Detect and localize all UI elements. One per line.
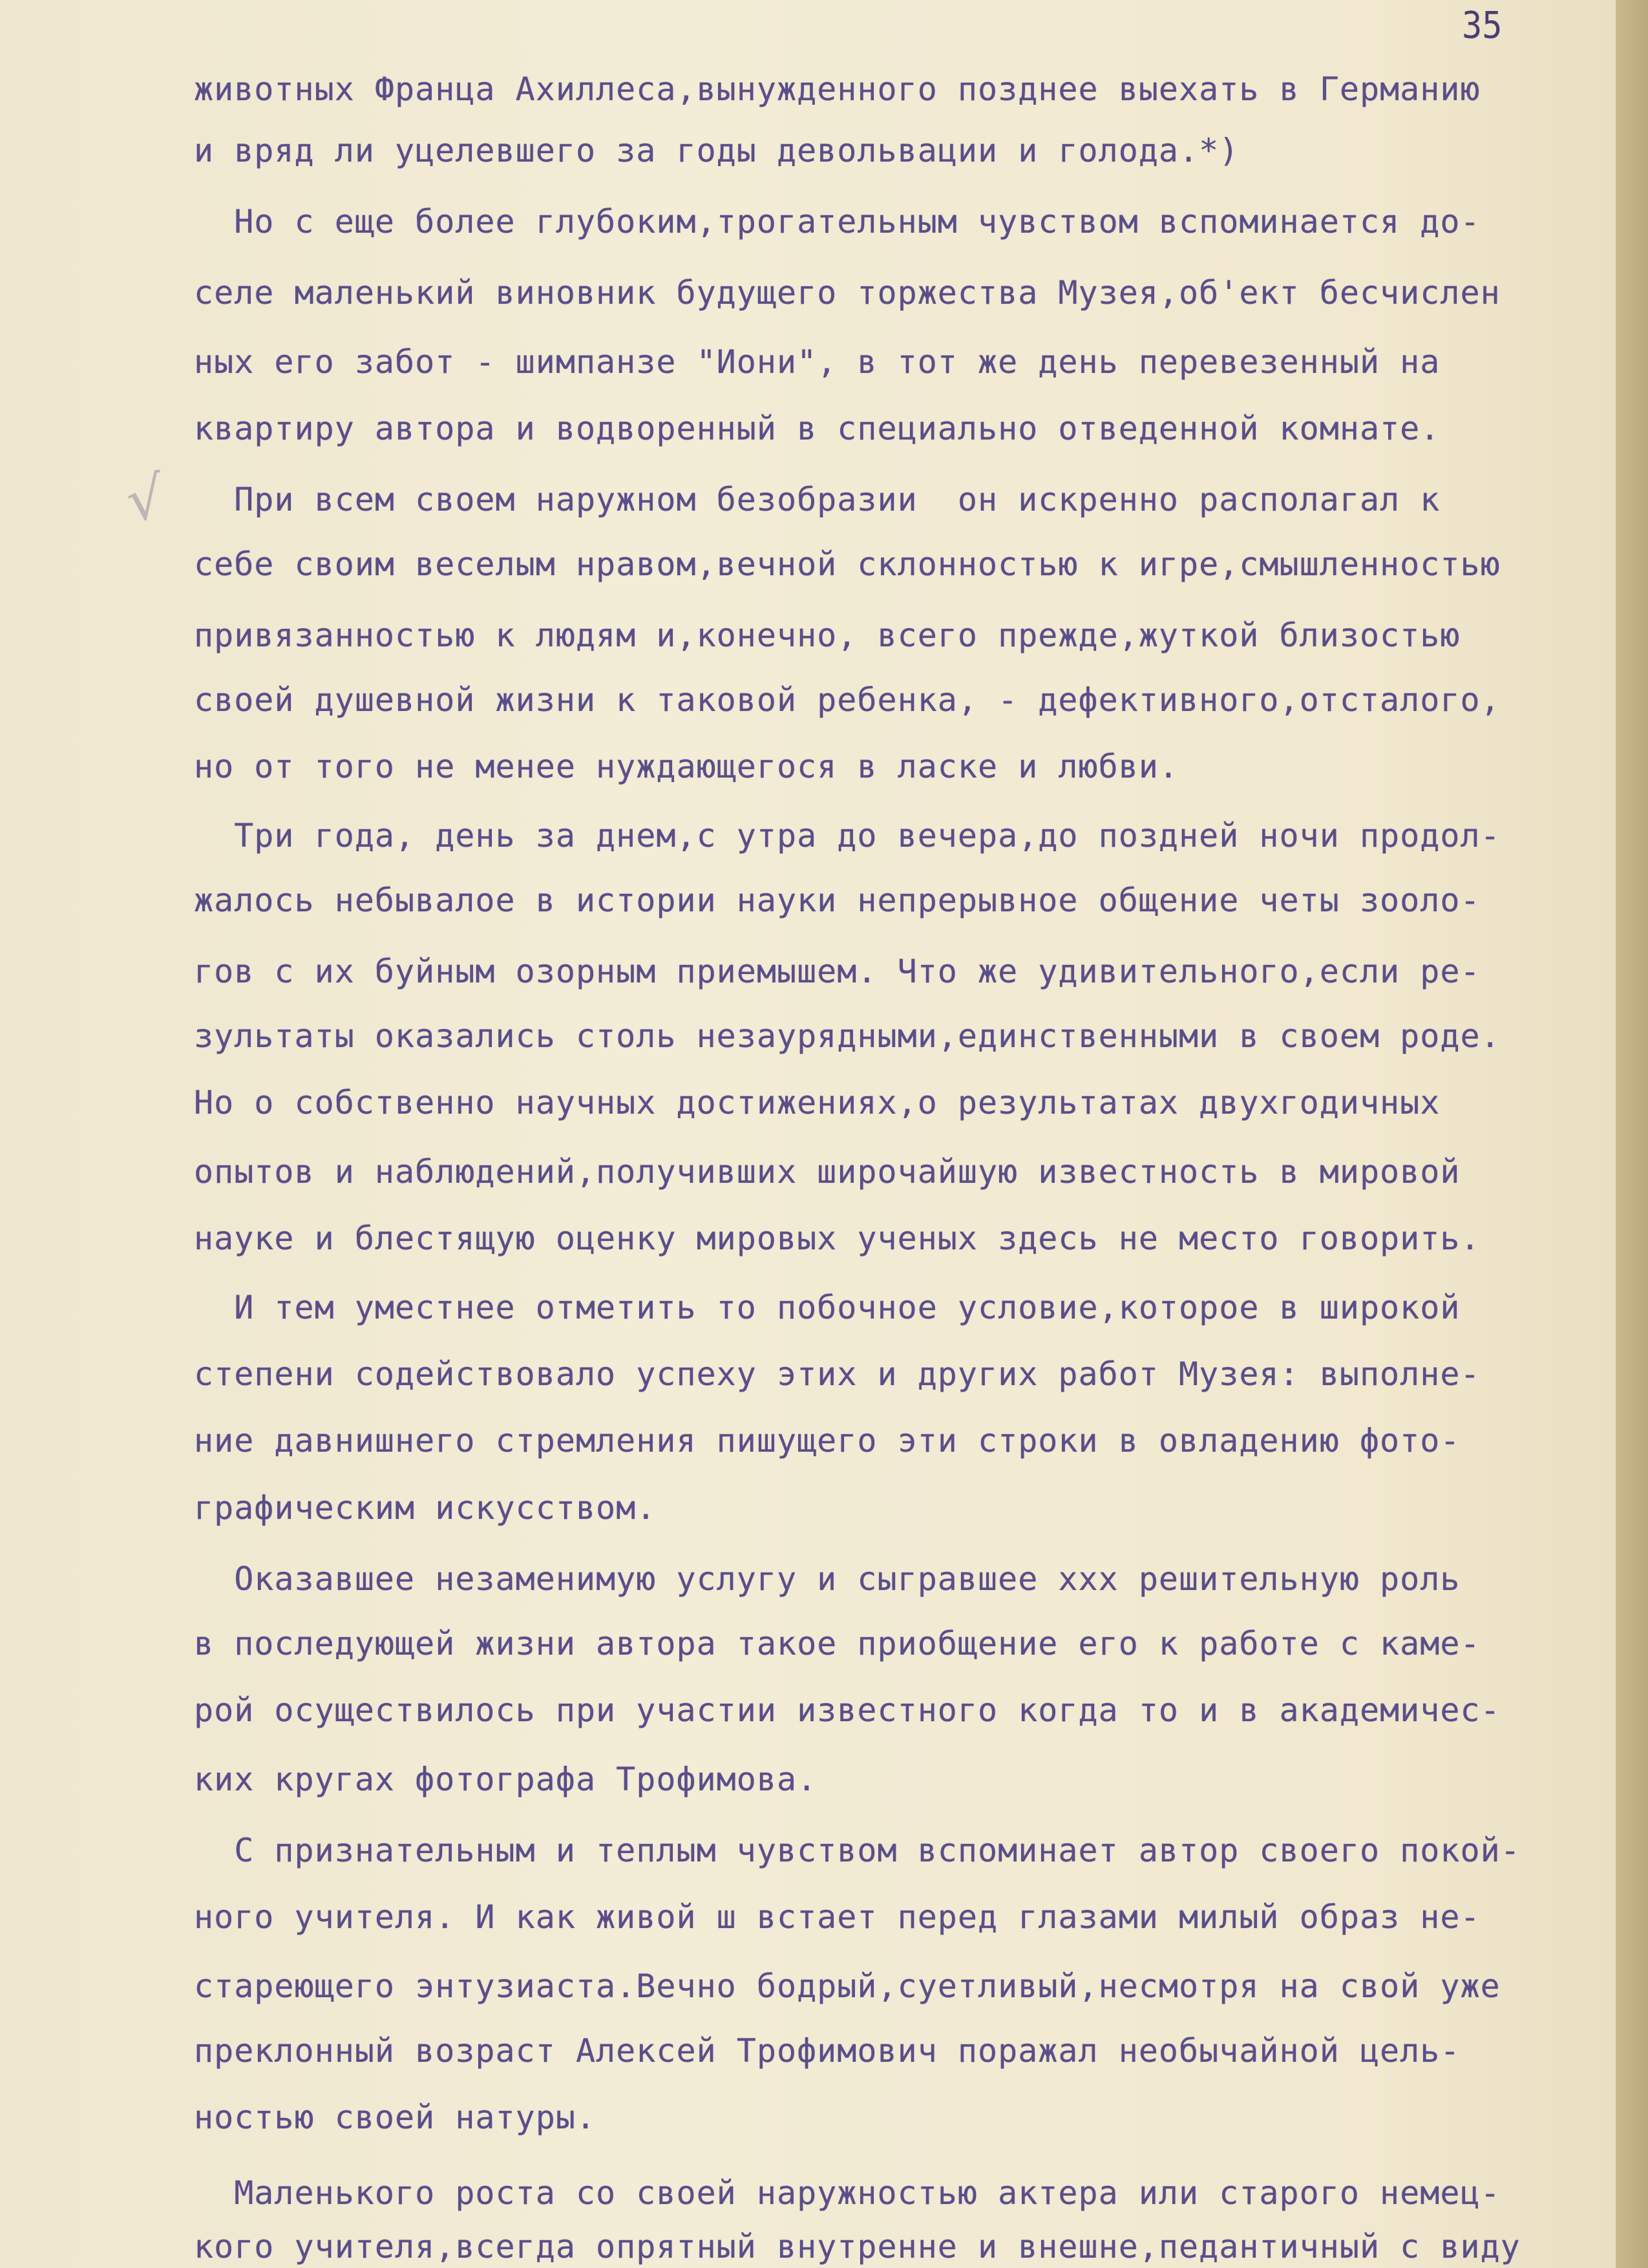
- text-line: Оказавшее незаменимую услугу и сыгравшее ххх решительную роль: [194, 1560, 1461, 1598]
- text-line: ние давнишнего стремления пишущего эти строки в овладению фото-: [194, 1422, 1461, 1459]
- text-line: зультаты оказались столь незаурядными,единственными в своем роде.: [194, 1017, 1501, 1055]
- text-line: Три года, день за днем,с утра до вечера,до поздней ночи продол-: [194, 817, 1501, 854]
- text-line: жалось небывалое в истории науки непрерывное общение четы зооло-: [194, 882, 1481, 919]
- text-line: ких кругах фотографа Трофимова.: [194, 1761, 818, 1798]
- text-line: ного учителя. И как живой ш встает перед глазами милый образ не-: [194, 1898, 1481, 1936]
- text-line: но от того не менее нуждающегося в ласке и любви.: [194, 748, 1179, 785]
- text-line: рой осуществилось при участии известного когда то и в академичес-: [194, 1691, 1501, 1729]
- page-number: 35: [1462, 5, 1503, 47]
- text-line: в последующей жизни автора такое приобщение его к работе с каме-: [194, 1625, 1481, 1662]
- margin-check-mark: √: [121, 463, 169, 536]
- text-line: и вряд ли уцелевшего за годы девольвации и голода.*): [194, 132, 1240, 169]
- text-line: науке и блестящую оценку мировых ученых здесь не место говорить.: [194, 1220, 1481, 1257]
- text-line: ных его забот - шимпанзе "Иони", в тот же день перевезенный на: [194, 343, 1441, 381]
- text-line: Но с еще более глубоким,трогательным чувством вспоминается до-: [194, 203, 1481, 240]
- text-line: гов с их буйным озорным приемышем. Что же удивительного,если ре-: [194, 953, 1481, 990]
- text-line: При всем своем наружном безобразии он искренно располагал к: [194, 481, 1441, 518]
- text-line: И тем уместнее отметить то побочное условие,которое в широкой: [194, 1289, 1461, 1326]
- text-line: Но о собственно научных достижениях,о результатах двухгодичных: [194, 1084, 1441, 1121]
- text-line: своей душевной жизни к таковой ребенка, - дефективного,отсталого,: [194, 681, 1501, 719]
- text-line: квартиру автора и водворенный в специально отведенной комнате.: [194, 410, 1441, 447]
- text-line: степени содействовало успеху этих и других работ Музея: выполне-: [194, 1355, 1481, 1393]
- text-line: опытов и наблюдений,получивших широчайшую известность в мировой: [194, 1153, 1461, 1191]
- text-line: животных Франца Ахиллеса,вынужденного позднее выехать в Германию: [194, 70, 1481, 108]
- text-line: кого учителя,всегда опрятный внутренне и внешне,педантичный с виду: [194, 2228, 1521, 2265]
- text-line: преклонный возраст Алексей Трофимович поражал необычайной цель-: [194, 2032, 1461, 2070]
- text-line: стареющего энтузиаста.Вечно бодрый,суетливый,несмотря на свой уже: [194, 1967, 1501, 2005]
- text-line: С признательным и теплым чувством вспоминает автор своего покой-: [194, 1832, 1521, 1869]
- text-line: себе своим веселым нравом,вечной склонностью к игре,смышленностью: [194, 546, 1501, 583]
- text-line: ностью своей натуры.: [194, 2099, 597, 2136]
- text-line: селе маленький виновник будущего торжества Музея,об'ект бесчислен: [194, 274, 1501, 312]
- text-line: привязанностью к людям и,конечно, всего прежде,жуткой близостью: [194, 617, 1461, 654]
- text-line: графическим искусством.: [194, 1489, 657, 1527]
- text-line: Маленького роста со своей наружностью актера или старого немец-: [194, 2174, 1501, 2212]
- paper-edge: [1616, 0, 1648, 2268]
